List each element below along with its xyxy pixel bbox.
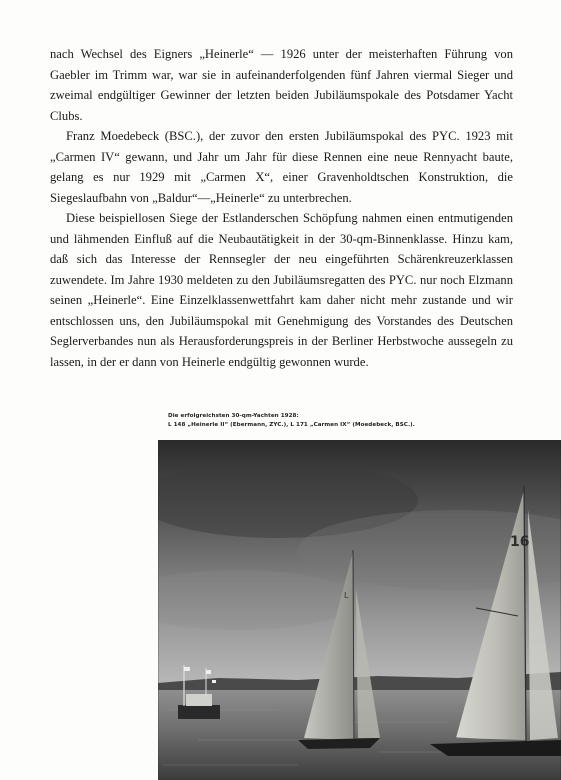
caption-line-1: Die erfolgreichsten 30-qm-Yachten 1928: [168,413,299,419]
caption-line-2: L 148 „Heinerle II“ (Ebermann, ZYC.), L 171 „Carmen IX“ (Moedebeck, BSC.). [168,422,415,428]
sailing-yachts-photo [158,440,561,780]
svg-text:L: L [344,591,349,600]
sail-number: 16 [510,534,530,550]
paragraph-2: Franz Moedebeck (BSC.), der zuvor den ersten Jubiläumspokal des PYC. 1923 mit „Carmen IV“ gewann, und Jahr um Jahr für diese Rennen eine neue Rennyacht baute, gelang es nur 1929 mit „Carmen X“, einer Gravenholdtschen Konstruktion, die Siegeslaufbahn von „Baldur“—„Heinerle“ zu unterbrechen. [50,129,513,205]
photo-caption [168,412,498,430]
paragraph-1: nach Wechsel des Eigners „Heinerle“ — 1926 unter der meisterhaften Führung von Gaebler im Trimm war, war sie in aufeinanderfolgenden fünf Jahren viermal Sieger und zweimal endgültiger Gewinner der letzten beiden Jubiläumspokale des Potsdamer Yacht Clubs. [50,47,513,123]
paragraph-3: Diese beispiellosen Siege der Estlanderschen Schöpfung nahmen einen entmutigenden und lähmenden Einfluß auf die Neubautätigkeit in der 30-qm-Binnenklasse. Hinzu kam, daß sich das Interesse der Rennsegler der neu eingeführten Schärenkreuzerklassen zuwendete. Im Jahre 1930 meldeten zu den Jubiläumsregatten des PYC. nur noch Elzmann seinen „Heinerle“. Eine Einzelklassenwettfahrt kam daher nicht mehr zustande und wir entschlossen uns, den Jubiläumspokal mit Genehmigung des Vorstandes des Deutschen Seglerverbandes nun als Herausforderungspreis in der Berliner Herbstwoche aussegeln zu lassen, in der er dann von Heinerle endgültig gewonnen wurde. [50,211,513,369]
body-text [50,44,513,372]
